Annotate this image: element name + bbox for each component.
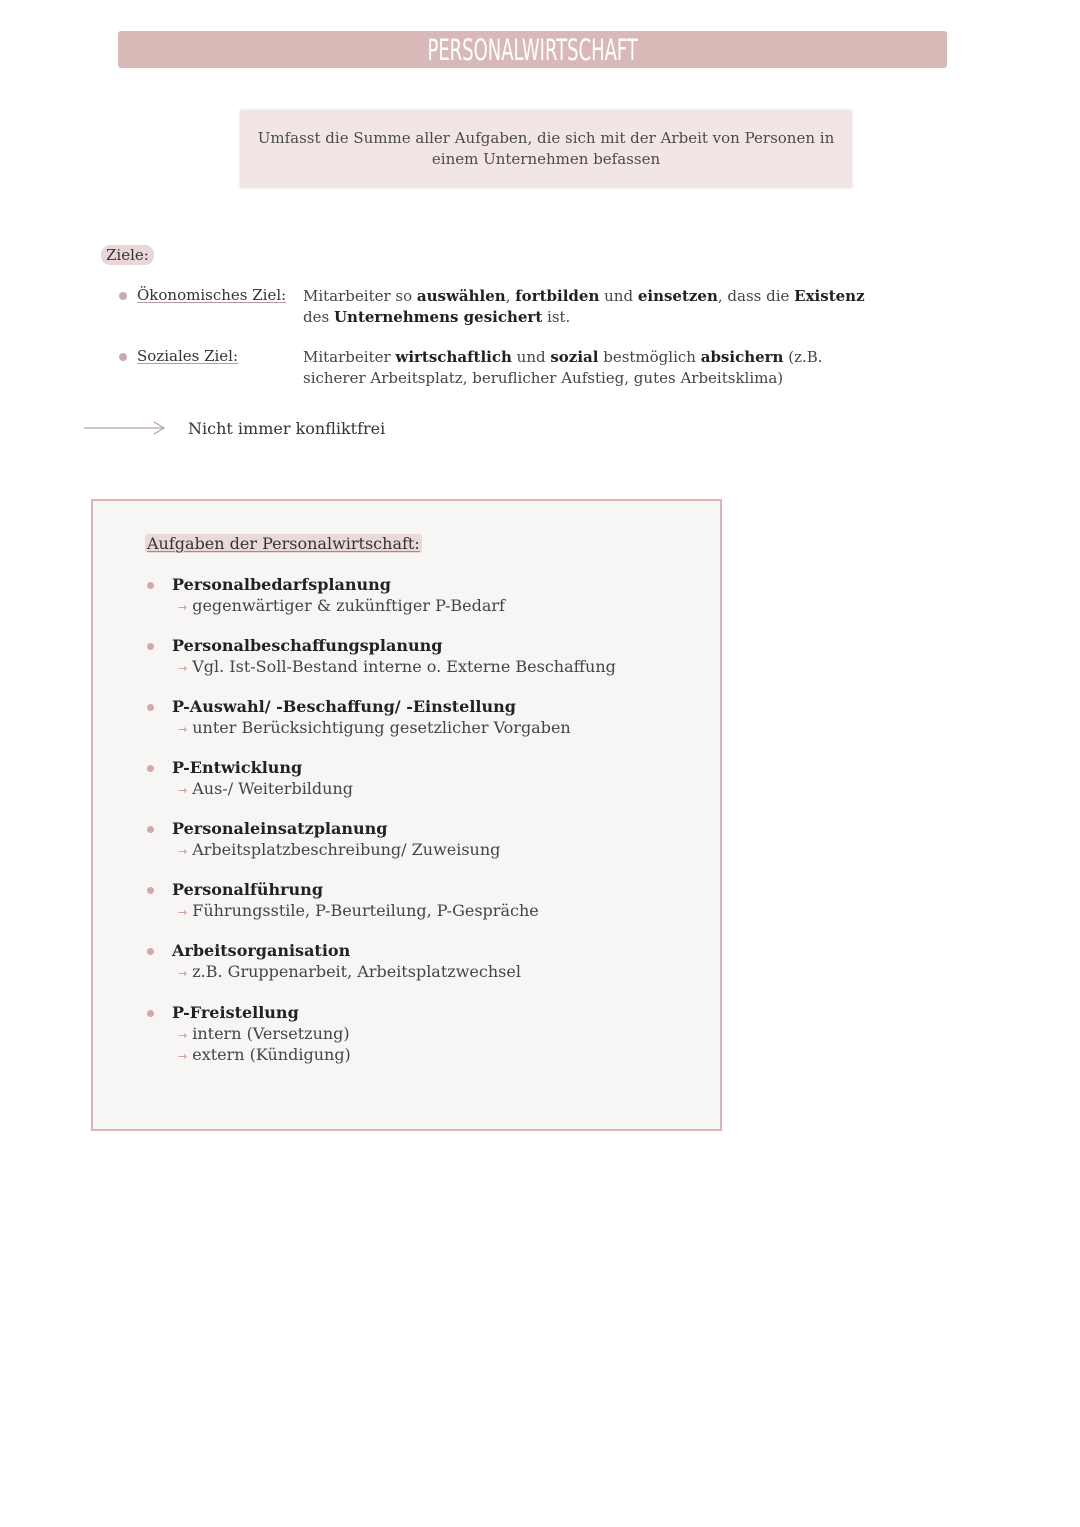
task-detail-text: extern (Kündigung) bbox=[192, 1045, 351, 1064]
goal-keyword: fortbilden bbox=[515, 287, 600, 305]
task-bullet bbox=[147, 1010, 154, 1017]
goal-bullet bbox=[119, 353, 127, 361]
goal-text: ist. bbox=[542, 308, 571, 326]
goal-keyword: sozial bbox=[550, 348, 599, 366]
task-detail bbox=[178, 596, 505, 615]
task-bullet bbox=[147, 948, 154, 955]
task-detail-text: unter Berücksichtigung gesetzlicher Vorgaben bbox=[192, 718, 571, 737]
arrow-icon: → bbox=[178, 1050, 188, 1063]
task-bullet bbox=[147, 643, 154, 650]
task-title: P-Auswahl/ -Beschaffung/ -Einstellung bbox=[172, 697, 516, 716]
task-detail-text: Arbeitsplatzbeschreibung/ Zuweisung bbox=[192, 840, 501, 859]
goal-keyword: einsetzen bbox=[637, 287, 718, 305]
task-title: Personalbedarfsplanung bbox=[172, 575, 391, 594]
title-bar bbox=[118, 31, 947, 68]
task-detail bbox=[178, 1045, 351, 1064]
arrow-icon: → bbox=[178, 967, 188, 980]
definition-box bbox=[240, 110, 852, 188]
task-title: Personalbeschaffungsplanung bbox=[172, 636, 443, 655]
goal-keyword: absichern bbox=[700, 348, 784, 366]
arrow-icon: → bbox=[178, 784, 188, 797]
task-bullet bbox=[147, 887, 154, 894]
arrow-icon: → bbox=[178, 601, 188, 614]
ziele-label: Ziele: bbox=[101, 245, 154, 265]
goal-text: , dass die bbox=[717, 287, 795, 305]
task-bullet bbox=[147, 704, 154, 711]
goal-bullet bbox=[119, 292, 127, 300]
task-detail-text: Aus-/ Weiterbildung bbox=[192, 779, 354, 798]
goal-keyword: auswählen bbox=[416, 287, 506, 305]
goal-keyword: wirtschaftlich bbox=[395, 348, 512, 366]
task-detail-text: z.B. Gruppenarbeit, Arbeitsplatzwechsel bbox=[192, 962, 521, 981]
task-detail bbox=[178, 779, 353, 798]
task-title: Arbeitsorganisation bbox=[172, 941, 351, 960]
task-detail-text: gegenwärtiger & zukünftiger P-Bedarf bbox=[192, 596, 505, 615]
goal-label-oekonomisch: Ökonomisches Ziel: bbox=[137, 286, 287, 304]
goal-text: , bbox=[505, 287, 516, 305]
task-title: P-Freistellung bbox=[172, 1003, 299, 1022]
task-title: P-Entwicklung bbox=[172, 758, 303, 777]
goal-description-sozial bbox=[303, 347, 873, 389]
goal-label-sozial: Soziales Ziel: bbox=[137, 347, 239, 365]
right-arrow-icon bbox=[84, 419, 168, 435]
goal-text: und bbox=[599, 287, 638, 305]
tasks-box bbox=[91, 499, 722, 1131]
task-title: Personaleinsatzplanung bbox=[172, 819, 388, 838]
goal-text: Mitarbeiter bbox=[303, 348, 396, 366]
arrow-icon: → bbox=[178, 662, 188, 675]
task-detail bbox=[178, 901, 539, 920]
goal-text: (z.B. sicherer Arbeitsplatz, beruflicher Aufstieg, gutes Arbeitsklima) bbox=[303, 348, 823, 387]
conflict-note: Nicht immer konfliktfrei bbox=[188, 419, 386, 438]
task-detail bbox=[178, 1024, 350, 1043]
task-detail bbox=[178, 962, 521, 981]
arrow-icon: → bbox=[178, 845, 188, 858]
task-detail-text: Vgl. Ist-Soll-Bestand interne o. Externe Beschaffung bbox=[192, 657, 616, 676]
goal-text: Mitarbeiter so bbox=[303, 287, 417, 305]
arrow-icon: → bbox=[178, 1029, 188, 1042]
goal-description-oekonomisch bbox=[303, 286, 873, 328]
task-bullet bbox=[147, 826, 154, 833]
task-bullet bbox=[147, 582, 154, 589]
task-detail bbox=[178, 657, 616, 676]
goal-text: bestmöglich bbox=[598, 348, 701, 366]
definition-text: Umfasst die Summe aller Aufgaben, die sich mit der Arbeit von Personen in einem Unternehmen befassen bbox=[257, 129, 835, 168]
arrow-icon: → bbox=[178, 906, 188, 919]
arrow-icon: → bbox=[178, 723, 188, 736]
task-detail bbox=[178, 718, 571, 737]
task-bullet bbox=[147, 765, 154, 772]
task-detail bbox=[178, 840, 500, 859]
task-title: Personalführung bbox=[172, 880, 323, 899]
task-detail-text: intern (Versetzung) bbox=[192, 1024, 350, 1043]
goal-keyword: Existenz bbox=[794, 287, 865, 305]
goal-keyword: Unternehmens gesichert bbox=[333, 308, 543, 326]
page-title: PERSONALWIRTSCHAFT bbox=[427, 32, 638, 67]
goal-text: und bbox=[511, 348, 551, 366]
goal-text: des bbox=[303, 308, 334, 326]
tasks-heading: Aufgaben der Personalwirtschaft: bbox=[147, 534, 420, 553]
task-detail-text: Führungsstile, P-Beurteilung, P-Gespräche bbox=[192, 901, 539, 920]
